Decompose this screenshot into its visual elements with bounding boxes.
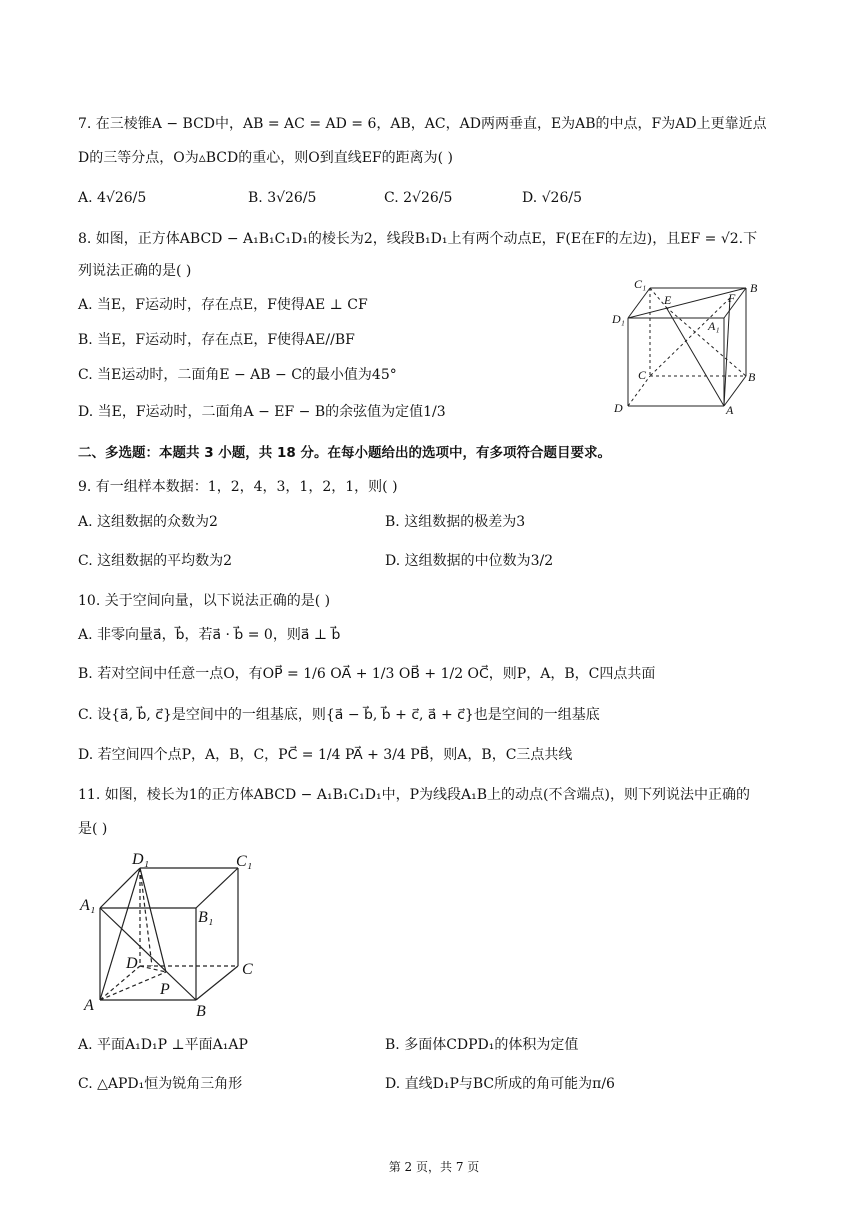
q7-option-a: A. 4√26/5 [78, 190, 147, 206]
q9-option-c: C. 这组数据的平均数为2 [78, 553, 233, 569]
q8-option-a: A. 当E，F运动时，存在点E，F使得AE ⊥ CF [78, 297, 368, 313]
q9-stem: 9. 有一组样本数据：1，2，4，3，1，2，1，则( ) [78, 479, 398, 495]
q11-label-b: B [196, 1003, 206, 1020]
q8-label-c1: C₁ [634, 277, 647, 291]
q8-label-b: B [748, 370, 756, 384]
q8-stem-line1: 8. 如图，正方体ABCD − A₁B₁C₁D₁的棱长为2，线段B₁D₁上有两个动点E，F(E在F的左边)，且EF = √2.下 [78, 231, 758, 247]
q10-option-d: D. 若空间四个点P，A，B，C，PC⃗ = 1/4 PA⃗ + 3/4 PB⃗，则A，B，C三点共线 [78, 747, 573, 763]
q8-label-a1: A₁ [708, 319, 720, 333]
q11-label-c: C [242, 961, 253, 978]
q11-label-a1: A₁ [80, 897, 96, 914]
q11-label-d1: D₁ [132, 851, 150, 868]
q8-label-d: D [614, 401, 623, 415]
q10-option-c: C. 设{a⃗, b⃗, c⃗}是空间中的一组基底，则{a⃗ − b⃗, b⃗ + c⃗, a⃗ + c⃗}也是空间的一组基底 [78, 707, 600, 723]
q8-option-d: D. 当E，F运动时，二面角A − EF − B的余弦值为定值1/3 [78, 404, 446, 420]
q7-stem-line2: D的三等分点，O为▵BCD的重心，则O到直线EF的距离为( ) [78, 150, 453, 166]
q11-option-d: D. 直线D₁P与BC所成的角可能为π/6 [385, 1076, 615, 1092]
q8-label-d1: D₁ [612, 312, 625, 326]
q11-label-p: P [160, 981, 170, 998]
q11-stem-line1: 11. 如图，棱长为1的正方体ABCD − A₁B₁C₁D₁中，P为线段A₁B上的动点(不含端点)，则下列说法中正确的 [78, 787, 750, 803]
q10-stem: 10. 关于空间向量，以下说法正确的是( ) [78, 593, 331, 609]
q9-option-b: B. 这组数据的极差为3 [385, 514, 526, 530]
q10-option-b: B. 若对空间中任意一点O，有OP⃗ = 1/6 OA⃗ + 1/3 OB⃗ + 1/2 OC⃗，则P，A，B，C四点共面 [78, 666, 656, 682]
q8-label-c: C [638, 368, 647, 382]
q11-label-d: D [126, 955, 138, 972]
page-footer: 第 2 页，共 7 页 [388, 1160, 480, 1174]
section-multiple-choice: 二、多选题：本题共 3 小题，共 18 分。在每小题给出的选项中，有多项符合题目要求。 [78, 445, 611, 461]
q11-cube-figure [78, 850, 268, 1022]
q11-option-b: B. 多面体CDPD₁的体积为定值 [385, 1037, 579, 1053]
q9-option-d: D. 这组数据的中位数为3/2 [385, 553, 554, 569]
q8-label-b1: B [750, 281, 758, 295]
q8-label-a: A [726, 403, 734, 417]
q8-option-b: B. 当E，F运动时，存在点E，F使得AE//BF [78, 332, 355, 348]
q11-option-a: A. 平面A₁D₁P ⊥平面A₁AP [78, 1037, 248, 1053]
q11-stem-line2: 是( ) [78, 821, 108, 837]
q9-option-a: A. 这组数据的众数为2 [78, 514, 218, 530]
q11-label-b1: B₁ [198, 909, 214, 926]
q7-option-d: D. √26/5 [522, 190, 582, 206]
q11-label-c1: C₁ [236, 853, 253, 870]
q8-label-f: F [728, 291, 736, 305]
q8-stem-line2: 列说法正确的是( ) [78, 263, 192, 279]
q8-option-c: C. 当E运动时，二面角E − AB − C的最小值为45° [78, 367, 397, 383]
q7-option-c: C. 2√26/5 [384, 190, 453, 206]
q8-cube-figure [608, 276, 768, 418]
q8-label-e: E [664, 293, 672, 307]
q11-label-a: A [84, 997, 94, 1014]
q7-stem-line1: 7. 在三棱锥A − BCD中，AB = AC = AD = 6，AB，AC，AD两两垂直，E为AB的中点，F为AD上更靠近点 [78, 116, 767, 132]
q10-option-a: A. 非零向量a⃗，b⃗，若a⃗ · b⃗ = 0，则a⃗ ⊥ b⃗ [78, 627, 341, 643]
q11-option-c: C. △APD₁恒为锐角三角形 [78, 1076, 243, 1092]
q7-option-b: B. 3√26/5 [248, 190, 317, 206]
